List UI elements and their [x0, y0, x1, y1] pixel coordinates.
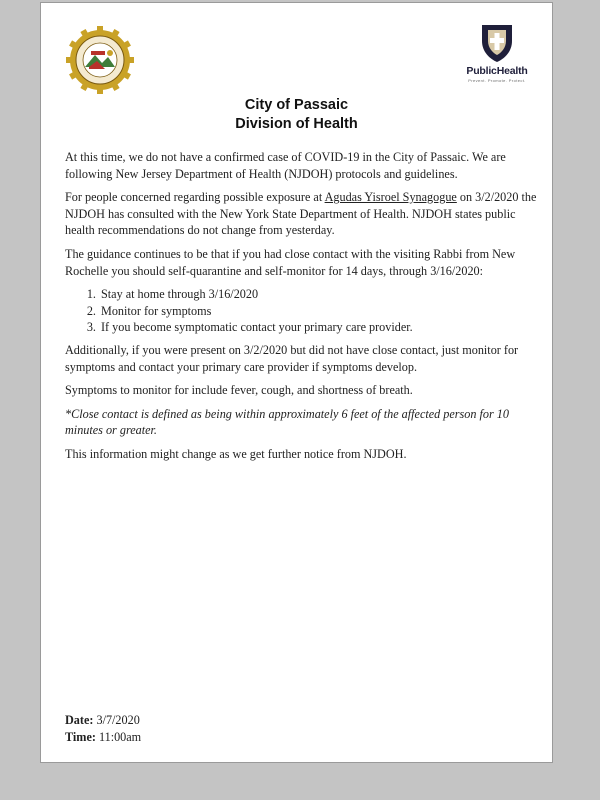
document-footer: [65, 712, 141, 746]
paragraph-additional: Additionally, if you were present on 3/2/2020 but did not have close contact, just monitor for symptoms and contact your primary care provider if symptoms develop.: [65, 342, 519, 374]
title-line-division: Division of Health: [235, 116, 358, 132]
guidance-steps-list: [65, 286, 539, 336]
date-value: 3/7/2020: [96, 713, 140, 727]
list-item: 2. Monitor for symptoms: [99, 303, 539, 320]
time-value: 11:00am: [98, 730, 142, 744]
time-label: Time:: [65, 730, 96, 744]
paragraph-disclaimer: This information might change as we get further notice from NJDOH.: [65, 446, 407, 461]
paragraph-symptoms: Symptoms to monitor for include fever, cough, and shortness of breath.: [65, 383, 413, 398]
time-line: [65, 729, 141, 746]
date-label: Date:: [65, 713, 94, 727]
public-health-logo-name: PublicHealth: [466, 65, 528, 77]
exposure-text-end: on 3/2/2020 the NJDOH has consulted with the New York State Department of Health. NJDOH states public health recommendations do not change from yesterday.: [65, 190, 537, 238]
document-page: [40, 2, 553, 763]
list-item: 1. Stay at home through 3/16/2020: [99, 286, 539, 303]
date-line: [65, 712, 141, 729]
paragraph-guidance: The guidance continues to be that if you had close contact with the visiting Rabbi from New Rochelle you should self-quarantine and self-monitor for 14 days, through 3/16/2020:: [65, 246, 516, 278]
synagogue-link[interactable]: Agudas Yisroel Synagogue: [324, 190, 457, 205]
public-health-logo-tagline: Prevent. Promote. Protect.: [468, 78, 526, 83]
city-seal-icon: [65, 25, 135, 95]
close-contact-note: *Close contact is defined as being within approximately 6 feet of the affected person for 10 minutes or greater.: [65, 406, 509, 438]
list-item: 3. If you become symptomatic contact your primary care provider.: [99, 319, 539, 336]
shield-cross-icon: [479, 23, 515, 63]
paragraph-exposure: [65, 189, 539, 239]
document-body: [65, 149, 539, 470]
exposure-text-start: For people concerned regarding possible exposure at: [65, 190, 325, 205]
public-health-logo: [454, 23, 540, 103]
paragraph-status: At this time, we do not have a confirmed case of COVID-19 in the City of Passaic. We are following New Jersey Department of Health (NJDOH) protocols and guidelines.: [65, 150, 506, 181]
document-title: [41, 96, 552, 134]
title-line-city: City of Passaic: [244, 97, 349, 113]
